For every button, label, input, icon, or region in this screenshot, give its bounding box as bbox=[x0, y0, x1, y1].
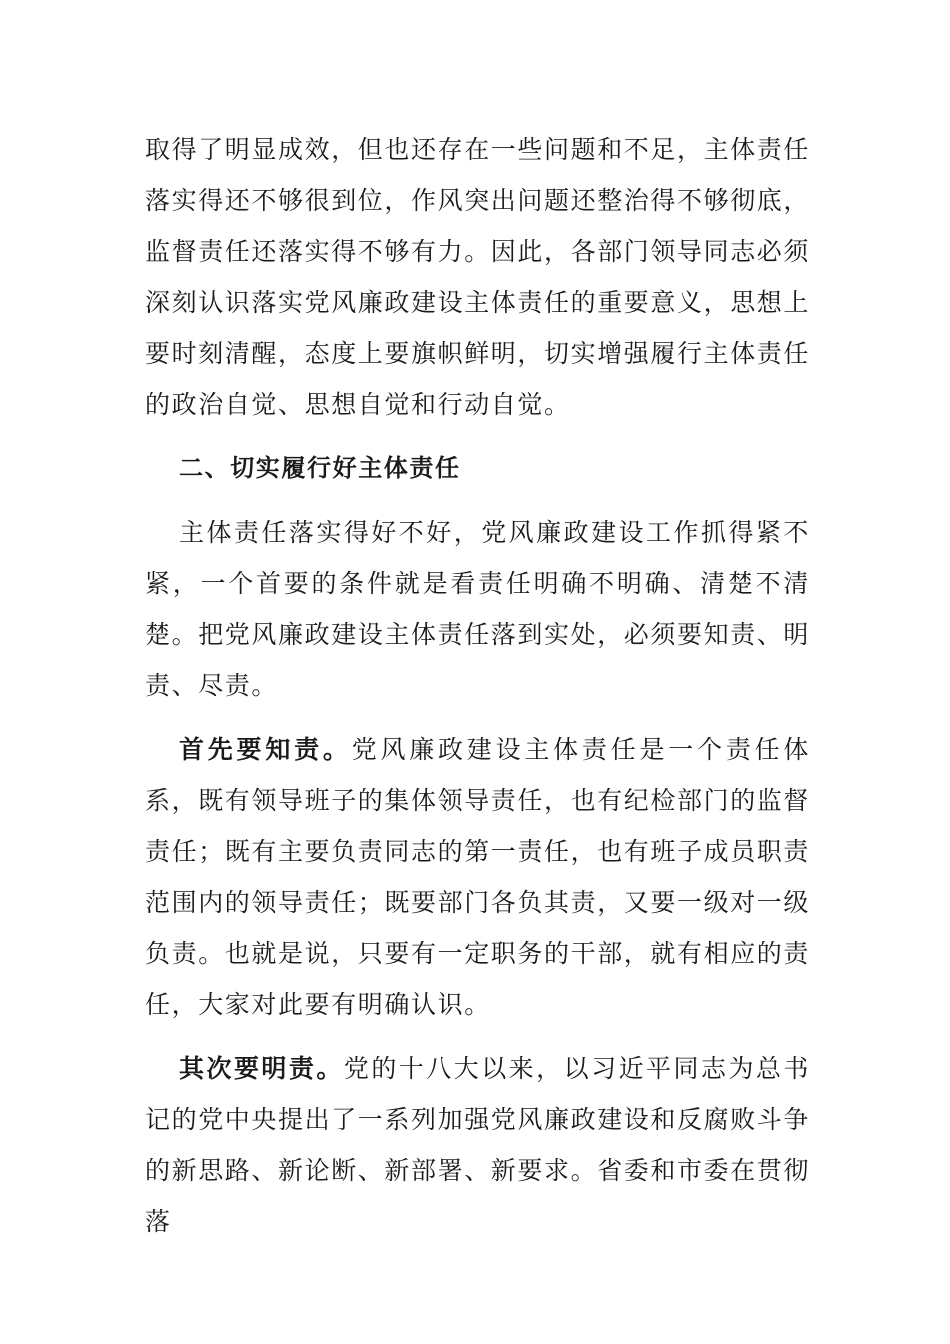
paragraph-lead-know: 首先要知责。 bbox=[179, 735, 352, 764]
paragraph-gap bbox=[145, 494, 810, 507]
section-heading: 二、切实履行好主体责任 bbox=[179, 454, 461, 482]
paragraph-clarify-responsibility bbox=[145, 1043, 810, 1247]
paragraph-gap bbox=[145, 711, 810, 724]
paragraph-know-responsibility bbox=[145, 724, 810, 1030]
paragraph-gap bbox=[145, 430, 810, 443]
paragraph-gap bbox=[145, 1030, 810, 1043]
paragraph-body-clarify: 党的十八大以来，以习近平同志为总书记的党中央提出了一系列加强党风廉政建设和反腐败斗争的新思路、新论断、新部署、新要求。省委和市委在贯彻落 bbox=[145, 1054, 811, 1236]
paragraph-continuation: 取得了明显成效，但也还存在一些问题和不足，主体责任落实得还不够很到位，作风突出问题还整治得不够彻底，监督责任还落实得不够有力。因此，各部门领导同志必须深刻认识落实党风廉政建设主体责任的重要意义，思想上要时刻清醒，态度上要旗帜鲜明，切实增强履行主体责任的政治自觉、思想自觉和行动自觉。 bbox=[145, 135, 811, 419]
paragraph-body-know: 党风廉政建设主体责任是一个责任体系，既有领导班子的集体领导责任，也有纪检部门的监督责任；既有主要负责同志的第一责任，也有班子成员职责范围内的领导责任；既要部门各负其责，又要一级对一级负责。也就是说，只要有一定职务的干部，就有相应的责任，大家对此要有明确认识。 bbox=[145, 735, 811, 1019]
paragraph-lead-clarify: 其次要明责。 bbox=[179, 1054, 344, 1083]
paragraph-responsibility-intro: 主体责任落实得好不好，党风廉政建设工作抓得紧不紧，一个首要的条件就是看责任明确不明确、清楚不清楚。把党风廉政建设主体责任落到实处，必须要知责、明责、尽责。 bbox=[145, 518, 811, 700]
document-body bbox=[145, 124, 810, 1247]
